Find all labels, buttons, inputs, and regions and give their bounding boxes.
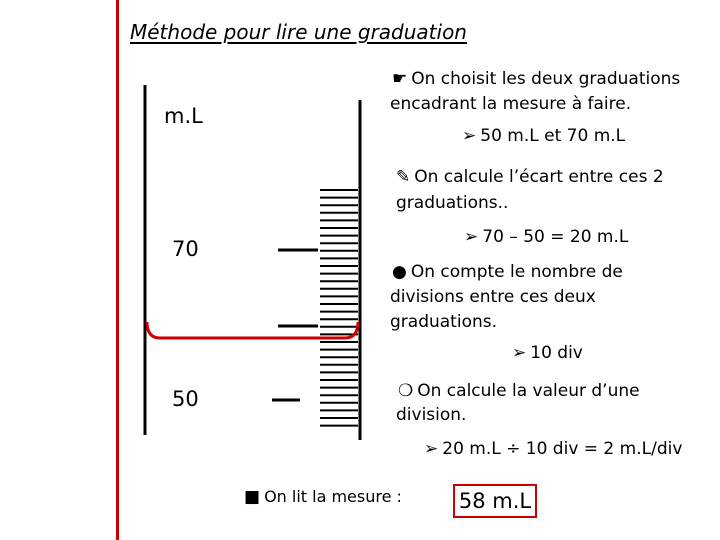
circle-icon: ❍	[398, 381, 414, 401]
liquid-meniscus	[147, 322, 358, 338]
step-3-text-2: divisions entre ces deux	[390, 287, 596, 307]
graduation-label-50: 50	[172, 387, 199, 411]
step-3-result	[512, 343, 583, 363]
step-2-text-2: graduations..	[396, 193, 509, 213]
step-4-result-text: 20 m.L ÷ 10 div = 2 m.L/div	[442, 439, 683, 459]
step-2-text-1: On calcule l’écart entre ces 2	[414, 167, 664, 187]
answer-box: 58 m.L	[453, 484, 537, 518]
step-4-text-2: division.	[396, 405, 467, 425]
step-4-result	[424, 439, 682, 459]
step-4-line-1	[398, 381, 640, 401]
square-icon: ■	[244, 487, 261, 507]
step-1-result	[462, 126, 625, 146]
step-2-result-text: 70 – 50 = 20 m.L	[482, 227, 629, 247]
dot-icon: ●	[392, 262, 407, 282]
graduation-label-70: 70	[172, 237, 199, 261]
graduation-ticks	[320, 190, 358, 426]
page-title: Méthode pour lire une graduation	[130, 20, 467, 44]
pencil-icon: ✎	[396, 167, 411, 187]
step-3-line-1	[392, 262, 623, 282]
step-2-line-1	[396, 167, 664, 187]
final-line	[244, 487, 402, 507]
final-text: On lit la mesure :	[264, 487, 402, 506]
step-3-result-text: 10 div	[530, 343, 583, 363]
step-4-text-1: On calcule la valeur d’une	[417, 381, 640, 401]
pointing-hand-icon: ☛	[392, 69, 408, 89]
step-1-result-text: 50 m.L et 70 m.L	[480, 126, 626, 146]
step-2-result	[464, 227, 628, 247]
arrow-icon: ➢	[424, 439, 439, 459]
arrow-icon: ➢	[464, 227, 479, 247]
arrow-icon: ➢	[512, 343, 527, 363]
step-1-text-2: encadrant la mesure à faire.	[390, 94, 632, 114]
arrow-icon: ➢	[462, 126, 477, 146]
step-1-line-1	[392, 69, 680, 89]
step-3-text-3: graduations.	[390, 312, 498, 332]
unit-label: m.L	[164, 104, 203, 128]
step-1-text-1: On choisit les deux graduations	[411, 69, 681, 89]
step-3-text-1: On compte le nombre de	[410, 262, 623, 282]
